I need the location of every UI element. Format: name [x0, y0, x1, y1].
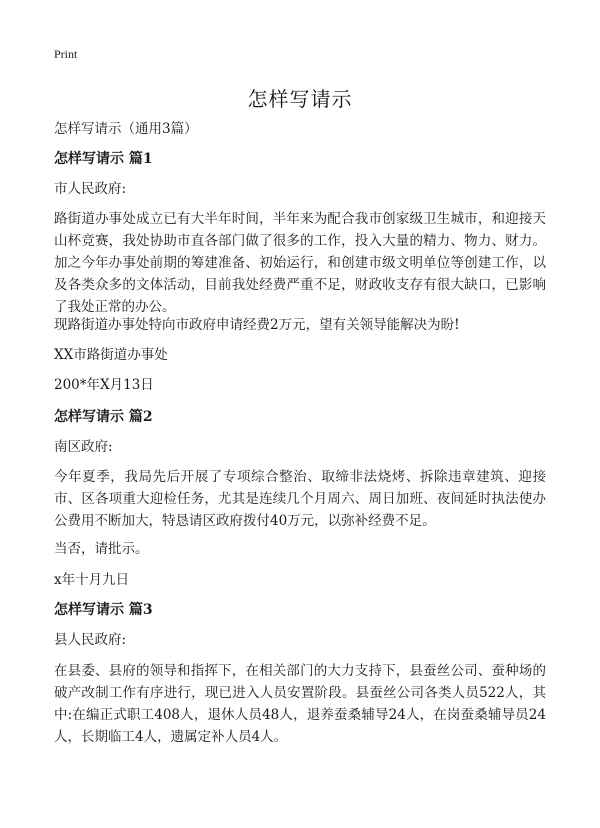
section-2-body: 今年夏季，我局先后开展了专项综合整治、取缔非法烧烤、拆除违章建筑、迎接市、区各项重大迎检任务，尤其是连续几个月周六、周日加班、夜间延时执法使办公费用不断加大，特恳请区政府拨付40万元，以弥补经费不足。	[54, 469, 546, 529]
print-label: Print	[54, 47, 78, 61]
section-1-body: 路街道办事处成立已有大半年时间，半年来为配合我市创家级卫生城市，和迎接天山杯竞赛，我处协助市直各部门做了很多的工作，投入大量的精力、物力、财力。加之今年办事处前期的筹建准备、初始运行，和创建市级文明单位等创建工作，以及各类众多的文体活动，目前我处经费严重不足，财政收支存有很大缺口，已影响了我处正常的办公。	[54, 211, 546, 315]
section-1-signature: XX市路街道办事处	[54, 347, 168, 363]
section-1-request: 现路街道办事处特向市政府申请经费2万元，望有关领导能解决为盼!	[54, 317, 460, 333]
section-1-salutation: 市人民政府:	[54, 181, 127, 197]
document-title: 怎样写请示	[247, 87, 353, 111]
section-heading-2: 怎样写请示 篇2	[54, 409, 153, 425]
section-1-date: 200*年X月13日	[54, 377, 154, 393]
section-2-closing: 当否，请批示。	[54, 541, 149, 557]
section-2-date: x年十月九日	[54, 572, 130, 588]
document-subtitle: 怎样写请示（通用3篇）	[54, 121, 198, 137]
section-heading-1: 怎样写请示 篇1	[54, 151, 153, 167]
section-2-salutation: 南区政府:	[54, 439, 113, 455]
section-heading-3: 怎样写请示 篇3	[54, 602, 153, 618]
section-3-salutation: 县人民政府:	[54, 632, 127, 648]
section-3-body: 在县委、县府的领导和指挥下，在相关部门的大力支持下，县蚕丝公司、蚕种场的破产改制工作有序进行，现已进入人员安置阶段。县蚕丝公司各类人员522人，其中:在编正式职工408人，退休人员48人，退养蚕桑辅导24人，在岗蚕桑辅导员24人，长期临工4人，遗属定补人员4人。	[54, 663, 546, 745]
